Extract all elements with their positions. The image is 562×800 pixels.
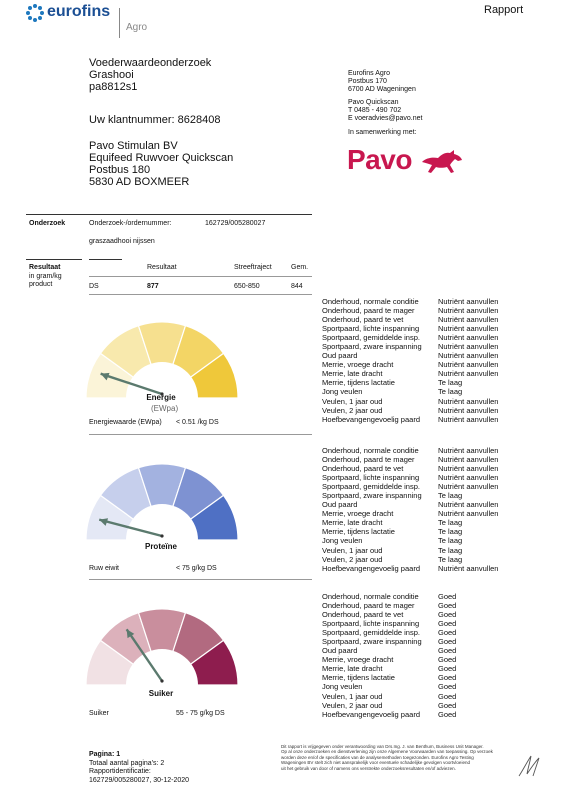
section-rule-2 <box>89 579 312 580</box>
address-line-3: Postbus 180 <box>89 164 151 176</box>
partner-email: E voeradvies@pavo.net <box>348 115 423 122</box>
protein-advice-list <box>322 446 498 573</box>
list-item: Merrie, tijdens lactatie Te laag <box>322 527 463 537</box>
list-item: Onderhoud, paard te vet Nutriënt aanvullen <box>322 464 499 474</box>
list-item: Sportpaard, zware inspanning Goed <box>322 637 457 647</box>
list-item: Merrie, late dracht Te laag <box>322 518 463 528</box>
energy-advice-list <box>322 297 498 424</box>
list-item: Jong veulen Te laag <box>322 536 463 546</box>
energy-gauge <box>80 308 244 400</box>
sugar-caption-name: Suiker <box>89 710 109 717</box>
row-avg: 844 <box>291 283 303 290</box>
collab-label: In samenwerking met: <box>348 129 417 136</box>
address-block <box>89 140 233 188</box>
title-line-2: Grashooi <box>89 69 134 81</box>
logo-sub: Agro <box>126 22 148 33</box>
list-item: Hoefbevangengevoelig paard Nutriënt aanvullen <box>322 414 499 424</box>
list-item: Merrie, tijdens lactatie Te laag <box>322 378 463 388</box>
logo-divider <box>119 8 120 38</box>
partner-contact <box>348 99 422 123</box>
list-item: Sportpaard, gemiddelde insp. Nutriënt aanvullen <box>322 482 499 492</box>
lab-address <box>348 70 416 94</box>
list-item: Merrie, late dracht Nutriënt aanvullen <box>322 369 499 379</box>
lab-postbus: Postbus 170 <box>348 78 387 85</box>
onderzoek-rule <box>26 214 312 215</box>
list-item: Sportpaard, gemiddelde insp. Nutriënt aanvullen <box>322 333 499 343</box>
footer-page: Pagina: 1 <box>89 751 121 758</box>
list-item: Veulen, 1 jaar oud Te laag <box>322 545 463 555</box>
list-item: Onderhoud, paard te vet Nutriënt aanvullen <box>322 315 499 325</box>
list-item: Sportpaard, gemiddelde insp. Goed <box>322 628 457 638</box>
row-name: DS <box>89 283 99 290</box>
list-item: Veulen, 2 jaar oud Te laag <box>322 554 463 564</box>
row-value: 877 <box>147 283 159 290</box>
list-item: Sportpaard, zware inspanning Te laag <box>322 491 463 501</box>
list-item: Onderhoud, paard te mager Nutriënt aanvullen <box>322 455 499 465</box>
client-number: Uw klantnummer: 8628408 <box>89 114 221 126</box>
report-label: Rapport <box>484 4 524 16</box>
sugar-caption-value: 55 - 75 g/kg DS <box>176 710 225 717</box>
col-header-result: Resultaat <box>147 264 177 271</box>
list-item: Merrie, vroege dracht Nutriënt aanvullen <box>322 509 499 519</box>
lab-city: 6700 AD Wageningen <box>348 86 416 93</box>
energy-caption-name: Energiewaarde (EWpa) <box>89 419 162 426</box>
list-item: Veulen, 2 jaar oud Nutriënt aanvullen <box>322 405 499 415</box>
resultaat-rule-left <box>26 259 82 260</box>
sugar-gauge-title: Suiker <box>148 689 174 698</box>
signature-icon <box>515 752 543 780</box>
resultaat-label-1: Resultaat <box>29 264 61 271</box>
eurofins-logo <box>26 4 126 26</box>
resultaat-labels <box>29 264 62 290</box>
partner-tel: T 0485 - 490 702 <box>348 107 402 114</box>
list-item: Merrie, vroege dracht Nutriënt aanvullen <box>322 360 499 370</box>
list-item: Onderhoud, normale conditie Nutriënt aanvullen <box>322 446 499 455</box>
footer-disclaimer: Dit rapport is vrijgegeven onder verantwoording van Drs.Ing. J. van Benthum, Business Unit Manager. Op al onze onderzoeken en dienstverlening zijn onze Algemene Voorwaarden van toepassing. Op verzoek worden deze en/of de specificaties van de analysemethoden toegezonden. Eurofins Agro Testing Wageningen BV stelt zich niet aansprakelijk voor eventuele schadelijke gevolgen voortvloeiend uit het gebruik van door of namens ons verstrekte onderzoeksresultaten en/of adviezen. <box>281 744 493 771</box>
protein-gauge <box>80 450 244 542</box>
footer-ident-label: Rapportidentificatie: <box>89 768 151 775</box>
sugar-gauge <box>80 595 244 687</box>
footer-ident-value: 162729/005280027, 30-12-2020 <box>89 776 190 784</box>
resultaat-label-3: product <box>29 281 53 288</box>
list-item: Onderhoud, paard te mager Goed <box>322 601 457 611</box>
pavo-logo <box>347 144 467 180</box>
section-rule-1 <box>89 434 312 435</box>
resultaat-bottom-rule <box>89 294 312 295</box>
order-value: 162729/005280027 <box>205 220 266 227</box>
list-item: Oud paard Goed <box>322 646 457 656</box>
logo-dots-icon <box>26 4 44 22</box>
energy-gauge-title: Energie <box>146 393 176 402</box>
resultaat-header-rule <box>89 276 312 277</box>
lab-name: Eurofins Agro <box>348 70 391 77</box>
list-item: Merrie, vroege dracht Goed <box>322 655 457 665</box>
resultaat-label-2: in gram/kg <box>29 272 62 280</box>
protein-gauge-title: Proteïne <box>144 542 177 551</box>
list-item: Oud paard Nutriënt aanvullen <box>322 351 499 361</box>
list-item: Veulen, 2 jaar oud Goed <box>322 700 457 710</box>
list-item: Veulen, 1 jaar oud Goed <box>322 691 457 701</box>
protein-caption-value: < 75 g/kg DS <box>176 565 217 572</box>
title-line-1: Voederwaardeonderzoek <box>89 57 212 69</box>
list-item: Merrie, late dracht Goed <box>322 664 457 674</box>
list-item: Onderhoud, normale conditie Goed <box>322 592 457 601</box>
address-line-2: Equifeed Ruwvoer Quickscan <box>89 152 234 164</box>
onderzoek-label: Onderzoek <box>29 220 66 227</box>
list-item: Onderhoud, paard te vet Goed <box>322 610 457 620</box>
energy-caption-value: < 0.51 /kg DS <box>176 419 219 426</box>
list-item: Jong veulen Te laag <box>322 387 463 397</box>
sugar-advice-list <box>322 592 456 719</box>
col-header-target: Streeftraject <box>234 264 272 271</box>
list-item: Hoefbevangengevoelig paard Nutriënt aanvullen <box>322 563 499 573</box>
list-item: Sportpaard, lichte inspanning Goed <box>322 619 457 629</box>
row-target: 650-850 <box>234 283 260 290</box>
footer-page-info <box>89 751 189 785</box>
list-item: Hoefbevangengevoelig paard Goed <box>322 709 457 719</box>
order-label: Onderzoek-/ordernummer: <box>89 220 172 227</box>
list-item: Jong veulen Goed <box>322 682 457 692</box>
protein-caption-name: Ruw eiwit <box>89 565 119 572</box>
title-line-3: pa8812s1 <box>89 81 138 93</box>
col-header-avg: Gem. <box>291 264 309 271</box>
energy-gauge-sub: (EWpa) <box>151 404 179 413</box>
list-item: Oud paard Nutriënt aanvullen <box>322 500 499 510</box>
address-line-4: 5830 AD BOXMEER <box>89 176 190 188</box>
resultaat-rule-right <box>89 259 122 260</box>
product-name: graszaadhooi nijssen <box>89 238 155 245</box>
list-item: Sportpaard, zware inspanning Nutriënt aanvullen <box>322 342 499 352</box>
list-item: Merrie, tijdens lactatie Goed <box>322 673 457 683</box>
list-item: Onderhoud, paard te mager Nutriënt aanvullen <box>322 306 499 316</box>
title-block <box>89 57 211 93</box>
list-item: Onderhoud, normale conditie Nutriënt aanvullen <box>322 297 499 306</box>
list-item: Sportpaard, lichte inspanning Nutriënt aanvullen <box>322 324 499 334</box>
horse-icon <box>420 148 464 176</box>
list-item: Veulen, 1 jaar oud Nutriënt aanvullen <box>322 396 499 406</box>
address-line-1: Pavo Stimulan BV <box>89 140 178 152</box>
logo-text: eurofins <box>47 3 111 20</box>
gauge-pivot <box>160 534 163 537</box>
footer-total: Totaal aantal pagina's: 2 <box>89 759 165 767</box>
pavo-wordmark: Pavo <box>347 144 412 175</box>
gauge-pivot <box>160 679 163 682</box>
list-item: Sportpaard, lichte inspanning Nutriënt aanvullen <box>322 473 499 483</box>
partner-name: Pavo Quickscan <box>348 99 399 106</box>
